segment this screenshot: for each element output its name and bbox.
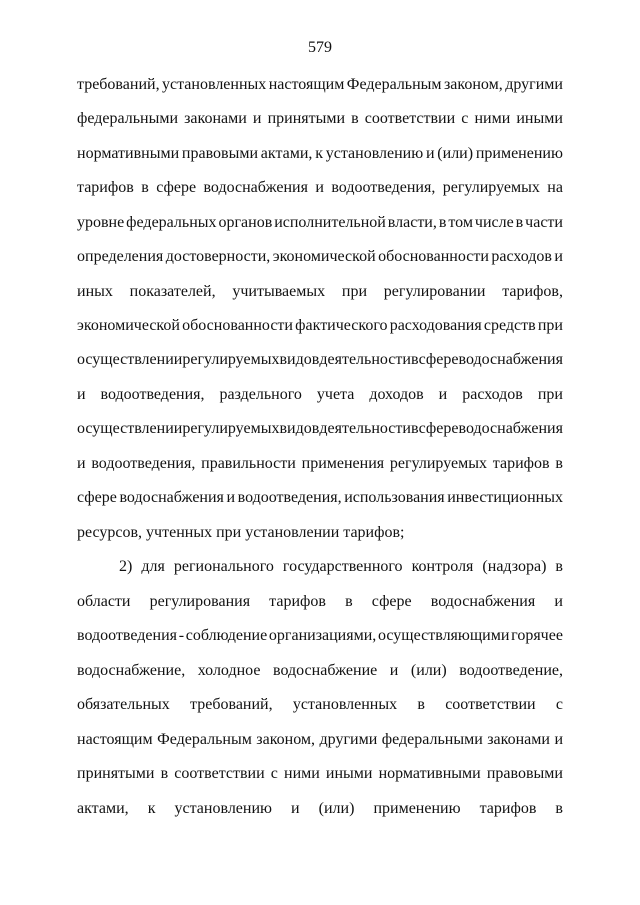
page-number: 579	[308, 39, 332, 56]
text-line: области регулирования тарифов в сфере водоснабжения и	[77, 593, 563, 610]
text-line: настоящим Федеральным законом, другими федеральными законами и	[77, 731, 563, 748]
text-line: 2) для регионального государственного контроля (надзора) в	[119, 558, 563, 575]
text-line: требований, установленных настоящим Федеральным законом, другими	[77, 76, 563, 93]
text-line: нормативными правовыми актами, к установлению и (или) применению	[77, 145, 563, 162]
text-line: иных показателей, учитываемых при регулировании тарифов,	[77, 283, 563, 300]
text-line: и водоотведения, правильности применения регулируемых тарифов в	[77, 455, 563, 472]
text-line: тарифов в сфере водоснабжения и водоотведения, регулируемых на	[77, 179, 563, 196]
text-line: уровне федеральных органов исполнительной власти, в том числе в части	[77, 214, 563, 231]
text-line: осуществлении регулируемых видов деятельности в сфере водоснабжения	[77, 351, 563, 368]
text-line: обязательных требований, установленных в соответствии с	[77, 696, 563, 713]
text-line: ресурсов, учтенных при установлении тарифов;	[77, 524, 405, 541]
text-line: федеральными законами и принятыми в соответствии с ними иными	[77, 110, 563, 127]
text-line: экономической обоснованности фактического расходования средств при	[77, 317, 563, 334]
text-line: актами, к установлению и (или) применению тарифов в	[77, 800, 563, 817]
text-line: определения достоверности, экономической обоснованности расходов и	[77, 248, 563, 265]
text-line: принятыми в соответствии с ними иными нормативными правовыми	[77, 765, 563, 782]
text-line: водоснабжение, холодное водоснабжение и (или) водоотведение,	[77, 662, 563, 679]
text-line: и водоотведения, раздельного учета доходов и расходов при	[77, 386, 563, 403]
text-line: водоотведения - соблюдение организациями, осуществляющими горячее	[77, 627, 563, 644]
text-line: осуществлении регулируемых видов деятельности в сфере водоснабжения	[77, 420, 563, 437]
text-line: сфере водоснабжения и водоотведения, использования инвестиционных	[77, 489, 563, 506]
